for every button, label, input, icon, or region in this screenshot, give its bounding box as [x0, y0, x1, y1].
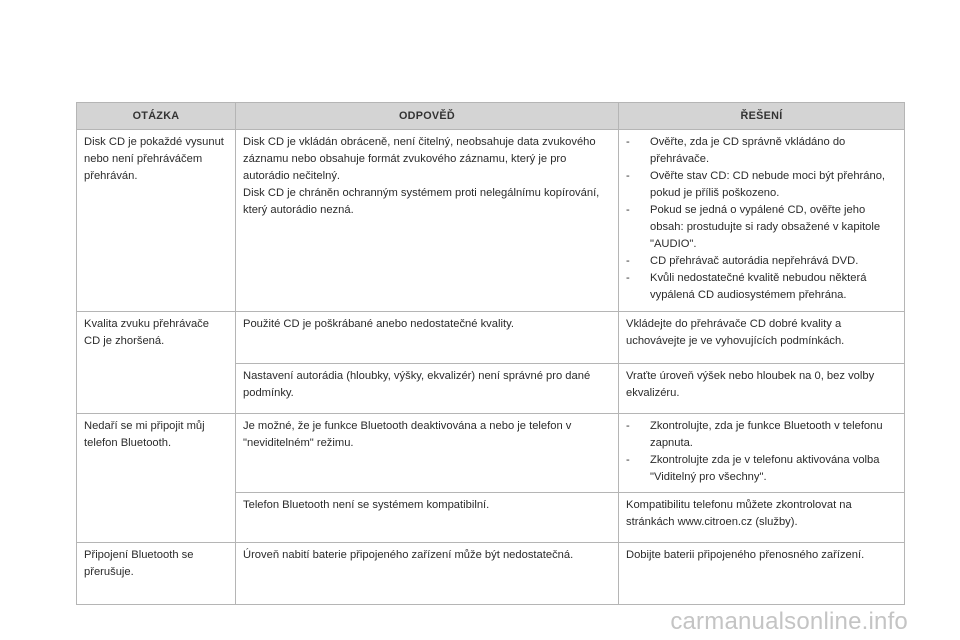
answer-cell: Nastavení autorádia (hloubky, výšky, ekvalizér) není správné pro dané podmínky. [236, 364, 619, 414]
list-item: - Ověřte stav CD: CD nebude moci být přehráno, pokud je příliš poškozeno. [626, 170, 886, 199]
solution-list [626, 134, 897, 304]
header-answer: ODPOVĚĎ [236, 103, 619, 130]
answer-cell: Disk CD je vkládán obráceně, není čitelný, neobsahuje data zvukového záznamu nebo obsahuje formát zvukového záznamu, který je pro autorádio nečitelný. Disk CD je chráněn ochranným systémem proti nelegálnímu kopírování, který autorádio nezná. [236, 130, 619, 312]
question-cell: Kvalita zvuku přehrávače CD je zhoršená. [77, 312, 236, 414]
table-header-row [77, 103, 905, 130]
watermark: carmanualsonline.info [670, 608, 908, 635]
solution-cell: Kompatibilitu telefonu můžete zkontrolovat na stránkách www.citroen.cz (služby). [619, 493, 905, 543]
table-row [77, 130, 905, 312]
list-item: - Ověřte, zda je CD správně vkládáno do přehrávače. [626, 136, 846, 165]
question-cell: Připojení Bluetooth se přerušuje. [77, 543, 236, 605]
solution-cell: Dobijte baterii připojeného přenosného zařízení. [619, 543, 905, 605]
solution-list [626, 418, 897, 486]
list-item: - Pokud se jedná o vypálené CD, ověřte jeho obsah: prostudujte si rady obsažené v kapitole "AUDIO". [626, 204, 881, 250]
question-cell: Nedaří se mi připojit můj telefon Bluetooth. [77, 414, 236, 543]
solution-cell [619, 414, 905, 493]
list-item: - Zkontrolujte zda je v telefonu aktivována volba "Viditelný pro všechny". [626, 454, 880, 483]
solution-cell: Vkládejte do přehrávače CD dobré kvality a uchovávejte je ve vyhovujících podmínkách. [619, 312, 905, 364]
table-row [77, 543, 905, 605]
header-solution: ŘEŠENÍ [619, 103, 905, 130]
table-row [77, 414, 905, 493]
answer-cell: Úroveň nabití baterie připojeného zařízení může být nedostatečná. [236, 543, 619, 605]
answer-cell: Je možné, že je funkce Bluetooth deaktivována a nebo je telefon v "neviditelném" režimu. [236, 414, 619, 493]
list-item: - Kvůli nedostatečné kvalitě nebudou některá vypálená CD audiosystémem přehrána. [626, 272, 867, 301]
list-item: - Zkontrolujte, zda je funkce Bluetooth v telefonu zapnuta. [626, 420, 883, 449]
list-item: - CD přehrávač autorádia nepřehrává DVD. [626, 255, 859, 267]
answer-cell: Telefon Bluetooth není se systémem kompatibilní. [236, 493, 619, 543]
table-row [77, 312, 905, 364]
solution-cell [619, 130, 905, 312]
question-cell: Disk CD je pokaždé vysunut nebo není přehráváčem přehráván. [77, 130, 236, 312]
solution-cell: Vraťte úroveň výšek nebo hloubek na 0, bez volby ekvalizéru. [619, 364, 905, 414]
troubleshooting-table [76, 102, 905, 605]
header-question: OTÁZKA [77, 103, 236, 130]
answer-cell: Použité CD je poškrábané anebo nedostatečné kvality. [236, 312, 619, 364]
